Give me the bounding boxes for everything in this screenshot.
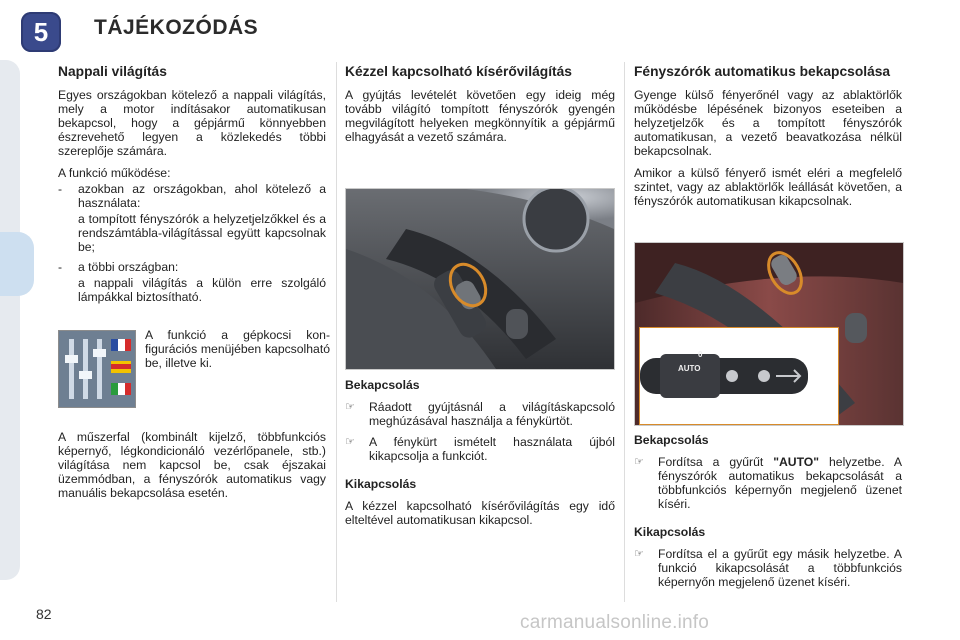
chapter-tab (0, 232, 34, 296)
heading-automatic-headlamps: Fényszórók automatikus bekapcsolása (634, 64, 891, 79)
auto-headlamps-p1: Gyenge külső fényerőnél vagy az ablaktörlők működésbe lépésének bizonyos eseteiben a helyzetjelzők és a tompított fényszórók automatikusan, a vezető beavatkozása nélkül bekapcsolnak. (634, 88, 902, 158)
auto-position-label: AUTO (678, 364, 701, 373)
config-menu-icon (58, 330, 136, 408)
auto-keyword: "AUTO" (773, 455, 820, 469)
pointing-hand-icon: ☞ (345, 401, 355, 413)
column-auto-controls (634, 433, 902, 596)
heading-switch-off: Kikapcsolás (345, 477, 417, 491)
list-item-sub: a tompított fényszórók a helyzetjelzőkkel és a rendszámtábla-világítással együtt kapcsolnak be; (78, 212, 326, 254)
heading-follow-me-home: Kézzel kapcsolható kísérővilágítás (345, 64, 572, 79)
list-item (58, 260, 326, 274)
sliders-flags-icon (59, 331, 135, 407)
dash-mark: - (58, 260, 63, 274)
column-follow-me-home (345, 64, 615, 152)
config-note: A funkció a gépkocsi konfigurációs menüjében kapcsolható be, illetve ki. (145, 328, 330, 370)
list-item-text: Fordítsa el a gyűrűt egy másik helyzetbe. A funkció kikapcsolását a többfunkciós képernyőn megjelenő üzenet kíséri. (658, 547, 902, 589)
list-item (634, 547, 902, 589)
text-fragment: helyzetbe. A fényszórók automatikus bekapcsolását a többfunkciós képernyőn megjelenő üzenet kíséri. (658, 455, 902, 511)
auto-headlamps-p2: Amikor a külső fényerő ismét eléri a megfelelő szintet, vagy az ablaktörlők leállását követően, a fényszórók automatikusan kikapcsolnak. (634, 166, 902, 208)
heading-switch-off: Kikapcsolás (634, 525, 706, 539)
page-number: 82 (36, 606, 52, 622)
list-item-text: azokban az országokban, ahol kötelező a használata: (78, 182, 326, 210)
list-item-text: Ráadott gyújtásnál a világításkapcsoló meghúzásával használja a fénykürtöt. (369, 400, 615, 428)
column-daytime-lights (58, 64, 326, 310)
heading-switch-on: Bekapcsolás (345, 378, 420, 392)
column-daytime-outro (58, 430, 326, 508)
auto-lighting-photo (634, 242, 904, 426)
list-item (58, 182, 326, 210)
list-item-text: A fénykürt ismételt használata újból kikapcsolja a funkciót. (369, 435, 615, 463)
column-automatic-headlamps (634, 64, 902, 216)
dashboard-lighting-note: A műszerfal (kombinált kijelző, többfunkciós képernyő, légkondicionáló vezérlőpanele, stb.) világítása nem kapcsol be, csak éjszakai üzemmódban, a fényszórók automatikus vagy manuális bekapcsolása esetén. (58, 430, 326, 500)
watermark: carmanualsonline.info (520, 612, 710, 633)
left-rail (0, 60, 20, 580)
off-position-label: 0 (698, 350, 703, 359)
light-switch-diagram (640, 328, 838, 424)
pointing-hand-icon: ☞ (634, 548, 644, 560)
follow-me-intro: A gyújtás levételét követően egy ideig még tovább világító tompított fényszórók gyengén megvilágított helyeken megkönnyítik a gépjármű elhagyását a vezető számára. (345, 88, 615, 144)
chapter-number-badge: 5 (21, 12, 61, 52)
switch-off-text: A kézzel kapcsolható kísérővilágítás egy idő elteltével automatikusan kikapcsol. (345, 499, 615, 527)
heading-daytime-lights: Nappali világítás (58, 64, 167, 79)
lighting-stalk-photo (345, 188, 615, 370)
list-item-text (658, 455, 902, 511)
steering-column-image (346, 189, 614, 369)
function-label: A funkció működése: (58, 166, 171, 180)
text-fragment: Fordítsa a gyűrűt (658, 455, 774, 469)
page-title: TÁJÉKOZÓDÁS (94, 16, 259, 39)
stalk-detail-inset (639, 327, 839, 425)
list-item (345, 400, 615, 428)
list-item (345, 435, 615, 463)
column-divider-1 (336, 62, 337, 602)
list-item (634, 455, 902, 511)
pointing-hand-icon: ☞ (634, 456, 644, 468)
dash-mark: - (58, 182, 63, 196)
list-item-sub: a nappali világítás a külön erre szolgáló lámpákkal biztosítható. (78, 276, 326, 304)
column-divider-2 (624, 62, 625, 602)
daytime-intro: Egyes országokban kötelező a nappali világítás, mely a motor indításakor automatikusan bekapcsol, hogy a gépjármű könnyebben észrevehető legyen a közlekedés többi szereplője számára. (58, 88, 326, 158)
list-item-text: a többi országban: (78, 260, 179, 274)
column-follow-me-controls (345, 378, 615, 535)
heading-switch-on: Bekapcsolás (634, 433, 709, 447)
pointing-hand-icon: ☞ (345, 436, 355, 448)
